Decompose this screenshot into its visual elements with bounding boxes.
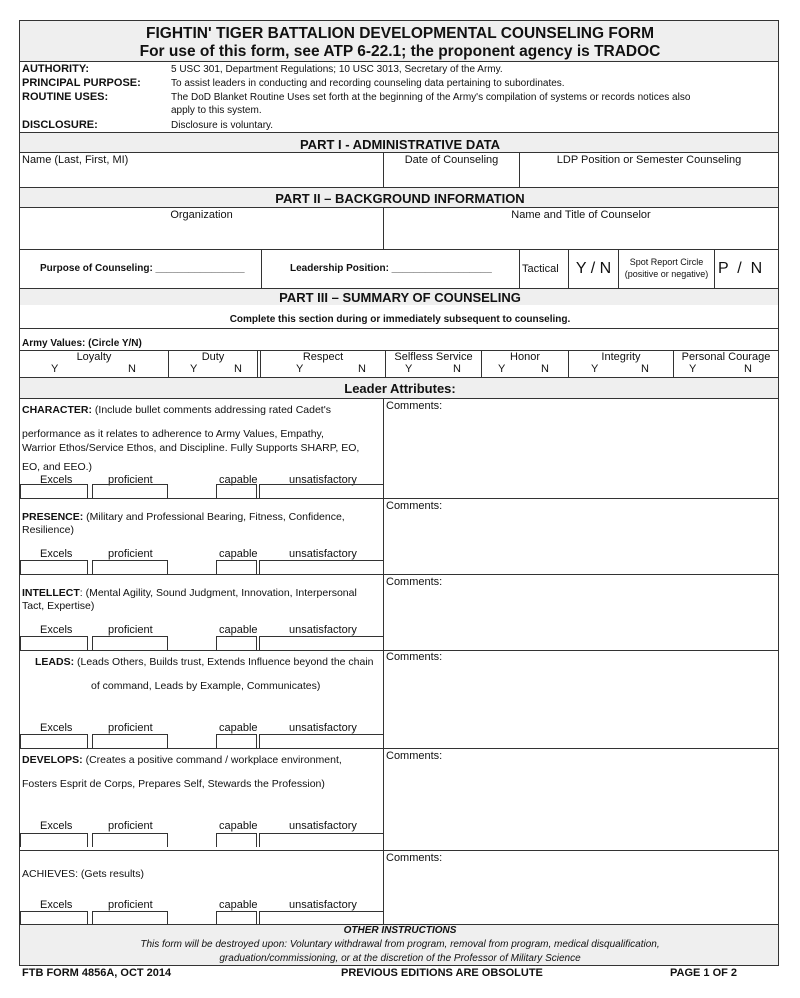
other-instructions-title: OTHER INSTRUCTIONS: [343, 925, 457, 936]
respect-n[interactable]: N: [358, 363, 366, 375]
disclosure-text: Disclosure is voluntary.: [171, 120, 274, 131]
develops-heading: DEVELOPS:: [22, 754, 83, 766]
intellect-comments-label: Comments:: [386, 576, 443, 588]
presence-comments-label: Comments:: [386, 500, 443, 512]
rating-label-unsatisfactory: unsatisfactory: [289, 820, 357, 832]
disclosure-label: DISCLOSURE:: [22, 119, 98, 131]
honor-n[interactable]: N: [541, 363, 549, 375]
presence-description: PRESENCE: (Military and Professional Bearing, Fitness, Confidence,: [22, 511, 345, 523]
divider: [19, 398, 779, 399]
rating-label-proficient: proficient: [108, 474, 153, 486]
presence-excels-box[interactable]: [20, 560, 88, 574]
army-values-label: Army Values: (Circle Y/N): [22, 338, 142, 349]
value-name-integrity: Integrity: [601, 351, 641, 363]
loyalty-n[interactable]: N: [128, 363, 136, 375]
ldp-field[interactable]: [521, 168, 777, 186]
divider: [257, 350, 258, 377]
purpose-text: To assist leaders in conducting and recording counseling data pertaining to subordinates.: [171, 78, 565, 89]
achieves-comments-field[interactable]: [386, 866, 776, 922]
value-name-personal-courage: Personal Courage: [681, 351, 771, 363]
divider: [618, 249, 619, 288]
leads-proficient-box[interactable]: [92, 734, 168, 748]
duty-n[interactable]: N: [234, 363, 242, 375]
presence-description-line: Resilience): [22, 524, 74, 536]
value-name-selfless-service: Selfless Service: [394, 351, 473, 363]
other-instructions-line: This form will be destroyed upon: Voluntary withdrawal from program, removal from program, medical disqualification,: [140, 939, 660, 950]
routine-text-cont: apply to this system.: [171, 105, 262, 116]
character-comments-label: Comments:: [386, 400, 443, 412]
presence-comments-field[interactable]: [386, 514, 776, 572]
rating-label-unsatisfactory: unsatisfactory: [289, 624, 357, 636]
intellect-comments-field[interactable]: [386, 590, 776, 648]
duty-y[interactable]: Y: [190, 363, 198, 375]
achieves-capable-box[interactable]: [216, 911, 257, 925]
divider: [19, 498, 779, 499]
character-capable-box[interactable]: [216, 484, 257, 498]
presence-capable-box[interactable]: [216, 560, 257, 574]
counselor-field[interactable]: [385, 223, 777, 248]
divider: [19, 574, 779, 575]
leads-unsatisfactory-box[interactable]: [259, 734, 384, 748]
date-field[interactable]: [385, 168, 518, 186]
divider: [19, 207, 779, 208]
intellect-heading: INTELLECT: [22, 587, 80, 599]
rating-label-proficient: proficient: [108, 820, 153, 832]
rating-label-excels: Excels: [40, 820, 73, 832]
name-label: Name (Last, First, MI): [22, 154, 129, 166]
achieves-comments-label: Comments:: [386, 852, 443, 864]
name-field[interactable]: [20, 168, 382, 186]
character-description-line: EO, and EEO.): [22, 461, 93, 473]
leads-excels-box[interactable]: [20, 734, 88, 748]
rating-label-proficient: proficient: [108, 624, 153, 636]
presence-proficient-box[interactable]: [92, 560, 168, 574]
spot-report-label: Spot Report Circle: [629, 257, 704, 267]
rating-label-capable: capable: [219, 722, 258, 734]
develops-proficient-box[interactable]: [92, 833, 168, 847]
organization-label: Organization: [170, 209, 233, 221]
leads-description: LEADS: (Leads Others, Builds trust, Extends Influence beyond the chain: [35, 656, 374, 668]
rating-label-proficient: proficient: [108, 548, 153, 560]
develops-excels-box[interactable]: [20, 833, 88, 847]
intellect-description-line: Tact, Expertise): [22, 600, 95, 612]
date-label: Date of Counseling: [404, 154, 499, 166]
intellect-excels-box[interactable]: [20, 636, 88, 650]
intellect-proficient-box[interactable]: [92, 636, 168, 650]
divider: [714, 249, 715, 288]
value-name-respect: Respect: [302, 351, 344, 363]
part3-title: PART III – SUMMARY OF COUNSELING: [279, 290, 521, 305]
value-name-honor: Honor: [510, 351, 540, 363]
rating-label-capable: capable: [219, 548, 258, 560]
rating-label-excels: Excels: [40, 548, 73, 560]
authority-label: AUTHORITY:: [22, 63, 90, 75]
rating-label-capable: capable: [219, 820, 258, 832]
develops-description: DEVELOPS: (Creates a positive command / workplace environment,: [22, 754, 342, 766]
achieves-proficient-box[interactable]: [92, 911, 168, 925]
selfless-service-n[interactable]: N: [453, 363, 461, 375]
character-proficient-box[interactable]: [92, 484, 168, 498]
routine-label: ROUTINE USES:: [22, 91, 109, 103]
purpose-label: PRINCIPAL PURPOSE:: [22, 77, 141, 89]
leadership-position-field[interactable]: Leadership Position: __________________: [290, 263, 492, 274]
obsolete-notice: PREVIOUS EDITIONS ARE OBSOLUTE: [341, 967, 543, 979]
develops-comments-field[interactable]: [386, 764, 776, 848]
character-comments-field[interactable]: [386, 414, 776, 496]
intellect-capable-box[interactable]: [216, 636, 257, 650]
rating-label-proficient: proficient: [108, 722, 153, 734]
leads-heading: LEADS:: [35, 656, 75, 668]
develops-description-line: Fosters Esprit de Corps, Prepares Self, Stewards the Profession): [22, 778, 325, 790]
rating-label-capable: capable: [219, 474, 258, 486]
loyalty-y[interactable]: Y: [51, 363, 59, 375]
develops-capable-box[interactable]: [216, 833, 257, 847]
divider: [19, 152, 779, 153]
rating-label-unsatisfactory: unsatisfactory: [289, 899, 357, 911]
rating-label-unsatisfactory: unsatisfactory: [289, 474, 357, 486]
selfless-service-y[interactable]: Y: [405, 363, 413, 375]
respect-y[interactable]: Y: [296, 363, 304, 375]
leader-attributes-title: Leader Attributes:: [344, 381, 456, 396]
spot-report-sublabel: (positive or negative): [624, 269, 709, 279]
character-description-line: Warrior Ethos/Service Ethos, and Discipline. Fully Supports SHARP, EO,: [22, 442, 360, 454]
achieves-unsatisfactory-box[interactable]: [259, 911, 384, 925]
character-unsatisfactory-box[interactable]: [259, 484, 384, 498]
leads-comments-label: Comments:: [386, 651, 443, 663]
character-excels-box[interactable]: [20, 484, 88, 498]
presence-heading: PRESENCE:: [22, 511, 84, 523]
page-number: PAGE 1 OF 2: [670, 967, 738, 979]
form-title: FIGHTIN' TIGER BATTALION DEVELOPMENTAL COUNSELING FORM: [146, 25, 654, 42]
other-instructions-line: graduation/commissioning, or at the discretion of the Professor of Military Science: [219, 953, 581, 964]
part1-title: PART I - ADMINISTRATIVE DATA: [299, 137, 501, 152]
ldp-label: LDP Position or Semester Counseling: [556, 154, 742, 166]
presence-unsatisfactory-box[interactable]: [259, 560, 384, 574]
rating-label-capable: capable: [219, 624, 258, 636]
form-id: FTB FORM 4856A, OCT 2014: [22, 967, 172, 979]
leads-description-line: of command, Leads by Example, Communicates): [91, 680, 321, 692]
part2-title: PART II – BACKGROUND INFORMATION: [275, 191, 525, 206]
value-name-duty: Duty: [201, 351, 225, 363]
achieves-description: ACHIEVES: (Gets results): [22, 868, 144, 880]
personal-courage-n[interactable]: N: [744, 363, 752, 375]
rating-label-excels: Excels: [40, 624, 73, 636]
achieves-excels-box[interactable]: [20, 911, 88, 925]
tactical-yn-toggle[interactable]: Y / N: [575, 260, 612, 277]
rating-label-unsatisfactory: unsatisfactory: [289, 722, 357, 734]
develops-unsatisfactory-box[interactable]: [259, 833, 384, 847]
develops-comments-label: Comments:: [386, 750, 443, 762]
routine-text: The DoD Blanket Routine Uses set forth at the beginning of the Army's compilation of systems or records notices also: [171, 92, 691, 103]
purpose-of-counseling-field[interactable]: Purpose of Counseling: ________________: [40, 263, 245, 274]
divider: [19, 328, 779, 329]
counselor-label: Name and Title of Counselor: [511, 209, 651, 221]
rating-label-excels: Excels: [40, 474, 73, 486]
divider: [519, 249, 520, 288]
form-subtitle: For use of this form, see ATP 6-22.1; the proponent agency is TRADOC: [139, 43, 661, 60]
rating-label-proficient: proficient: [108, 899, 153, 911]
character-heading: CHARACTER:: [22, 404, 92, 416]
integrity-n[interactable]: N: [641, 363, 649, 375]
integrity-y[interactable]: Y: [591, 363, 599, 375]
leads-comments-field[interactable]: [386, 665, 776, 746]
personal-courage-y[interactable]: Y: [689, 363, 697, 375]
intellect-unsatisfactory-box[interactable]: [259, 636, 384, 650]
divider: [19, 748, 779, 749]
value-name-loyalty: Loyalty: [76, 351, 112, 363]
honor-y[interactable]: Y: [498, 363, 506, 375]
organization-field[interactable]: [20, 223, 382, 248]
authority-text: 5 USC 301, Department Regulations; 10 USC 3013, Secretary of the Army.: [171, 64, 503, 75]
rating-label-excels: Excels: [40, 899, 73, 911]
rating-label-excels: Excels: [40, 722, 73, 734]
rating-label-unsatisfactory: unsatisfactory: [289, 548, 357, 560]
intellect-description: INTELLECT: (Mental Agility, Sound Judgment, Innovation, Interpersonal: [22, 587, 357, 599]
divider: [19, 850, 779, 851]
rating-label-capable: capable: [219, 899, 258, 911]
tactical-label: Tactical: [522, 263, 559, 275]
character-description-line: performance as it relates to adherence to Army Values, Empathy,: [22, 428, 324, 440]
character-description: CHARACTER: (Include bullet comments addressing rated Cadet's: [22, 404, 331, 416]
part3-instruction: Complete this section during or immediately subsequent to counseling.: [229, 314, 571, 325]
leads-capable-box[interactable]: [216, 734, 257, 748]
spot-report-pn-toggle[interactable]: P / N: [718, 260, 763, 277]
divider: [19, 249, 779, 250]
divider: [261, 249, 262, 288]
divider: [19, 61, 779, 62]
